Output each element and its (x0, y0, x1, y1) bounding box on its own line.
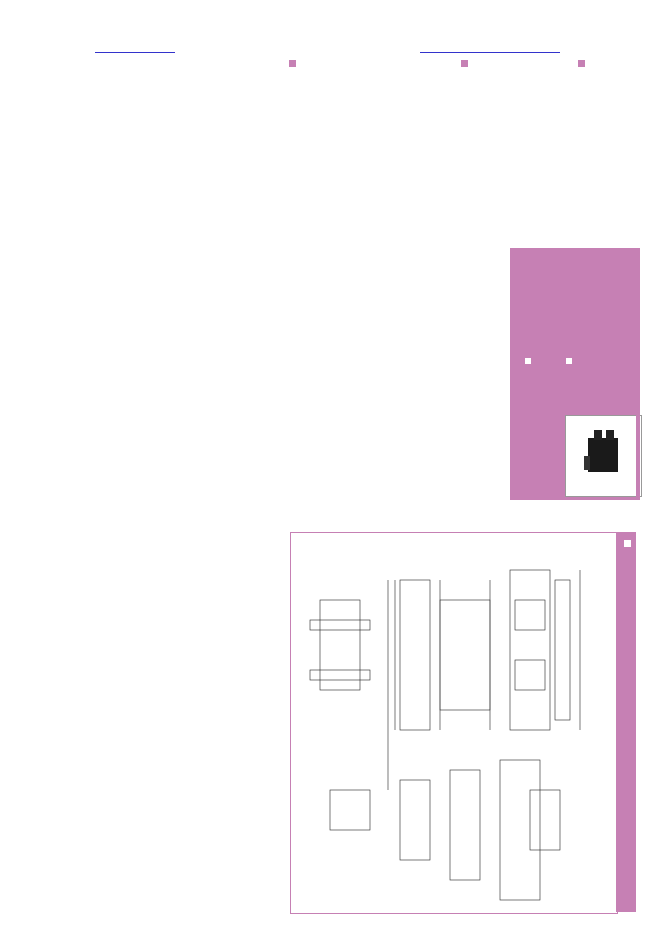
dimensions-side-bar (616, 532, 636, 912)
header-rule-right (420, 52, 560, 53)
external-heading (623, 540, 632, 551)
abs-max-heading (577, 60, 587, 71)
applications-title (564, 358, 573, 368)
accent-bar (636, 255, 640, 500)
product-photo (565, 415, 642, 497)
header-rule-left (95, 52, 175, 53)
sensor-image (566, 416, 641, 496)
electrical-heading (460, 60, 470, 71)
curves-heading (288, 60, 298, 71)
features-title (523, 358, 532, 368)
dimension-drawing (300, 540, 610, 905)
